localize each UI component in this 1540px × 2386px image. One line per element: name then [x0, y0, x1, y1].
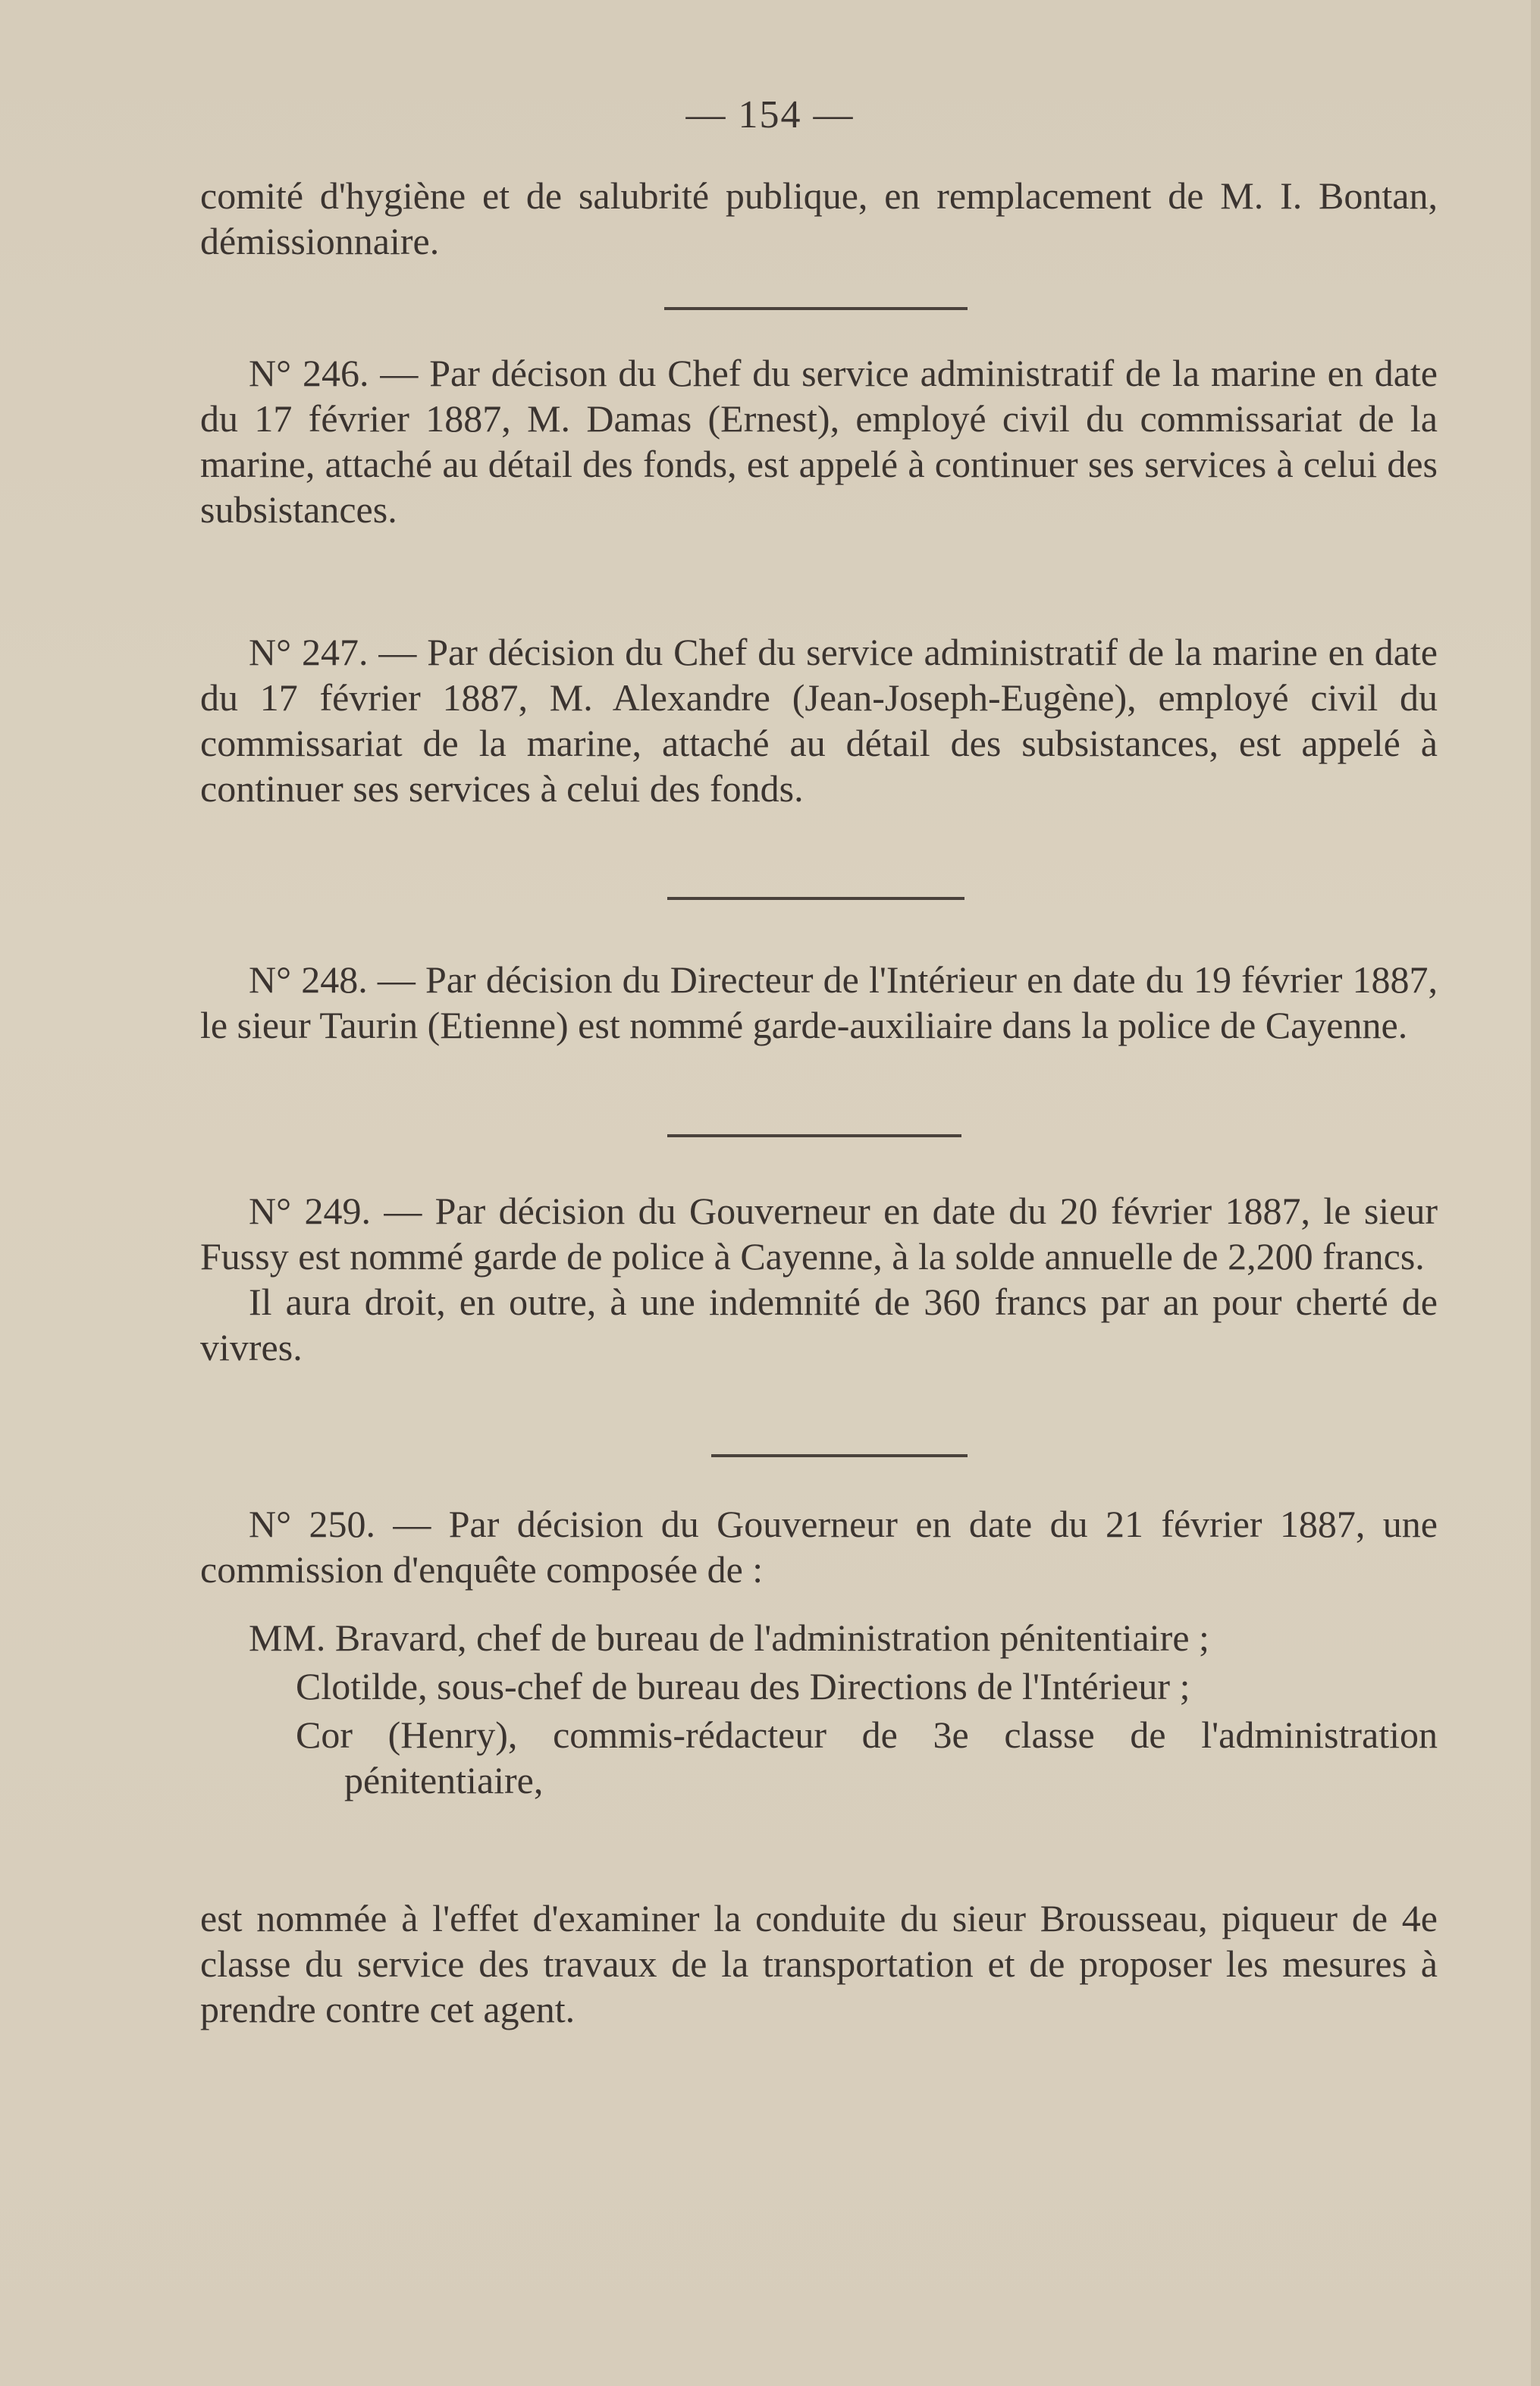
entry-246	[200, 350, 1438, 532]
entry-paragraph	[200, 1501, 1438, 1592]
entry-number: N° 248.	[249, 958, 368, 1001]
entry-text: — Par décision du Gouverneur en date du 21 février 1887, une commission d'enquête composée de :	[200, 1503, 1438, 1591]
entry-248	[200, 957, 1438, 1048]
entry-paragraph	[200, 957, 1438, 1048]
entry-paragraph	[200, 350, 1438, 532]
member-item: Cor (Henry), commis-rédacteur de 3e classe de l'administration pénitentiaire,	[296, 1713, 1438, 1801]
entry-paragraph	[200, 629, 1438, 811]
commission-members	[200, 1615, 1438, 1806]
closing-text: est nommée à l'effet d'examiner la conduite du sieur Brousseau, piqueur de 4e classe du service des travaux de la transportation et de proposer les mesures à prendre contre cet agent.	[200, 1897, 1438, 2030]
entry-text: — Par décision du Chef du service administratif de la marine en date du 17 février 1887, M. Alexandre (Jean-Joseph-Eugène), employé civil du commissariat de la marine, attaché au détail des subsistances, est appelé à continuer ses services à celui des fonds.	[200, 631, 1438, 810]
entry-text: — Par décision du Gouverneur en date du 20 février 1887, le sieur Fussy est nommé garde de police à Cayenne, à la solde annuelle de 2,200 francs.	[200, 1190, 1438, 1278]
entry-249	[200, 1188, 1438, 1370]
closing-paragraph	[200, 1895, 1438, 2032]
entry-text: — Par décision du Directeur de l'Intérieur en date du 19 février 1887, le sieur Taurin (Etienne) est nommé garde-auxiliaire dans la police de Cayenne.	[200, 958, 1438, 1046]
separator-rule	[667, 1134, 961, 1137]
entry-number: N° 247.	[249, 631, 369, 673]
page-edge	[1531, 0, 1540, 2386]
entry-number: N° 250.	[249, 1503, 375, 1545]
entry-text: — Par décison du Chef du service administratif de la marine en date du 17 février 1887, M. Damas (Ernest), employé civil du commissariat de la marine, attaché au détail des fonds, est appelé à continuer ses services à celui des subsistances.	[200, 352, 1438, 531]
member-item: MM. Bravard, chef de bureau de l'administration pénitentiaire ;	[249, 1616, 1209, 1659]
entry-250	[200, 1501, 1438, 1592]
intro-text: comité d'hygiène et de salubrité publique, en remplacement de M. I. Bontan, démissionnaire.	[200, 174, 1438, 262]
separator-rule	[667, 897, 964, 900]
separator-rule	[711, 1454, 968, 1457]
entry-paragraph	[200, 1188, 1438, 1279]
entry-paragraph-continued: Il aura droit, en outre, à une indemnité de 360 francs par an pour cherté de vivres.	[200, 1281, 1438, 1369]
separator-rule	[664, 307, 968, 310]
intro-paragraph	[200, 173, 1438, 264]
entry-247	[200, 629, 1438, 811]
member-item: Clotilde, sous-chef de bureau des Directions de l'Intérieur ;	[296, 1665, 1190, 1707]
page-number: — 154 —	[685, 93, 855, 136]
entry-number: N° 246.	[249, 352, 369, 394]
entry-number: N° 249.	[249, 1190, 371, 1232]
